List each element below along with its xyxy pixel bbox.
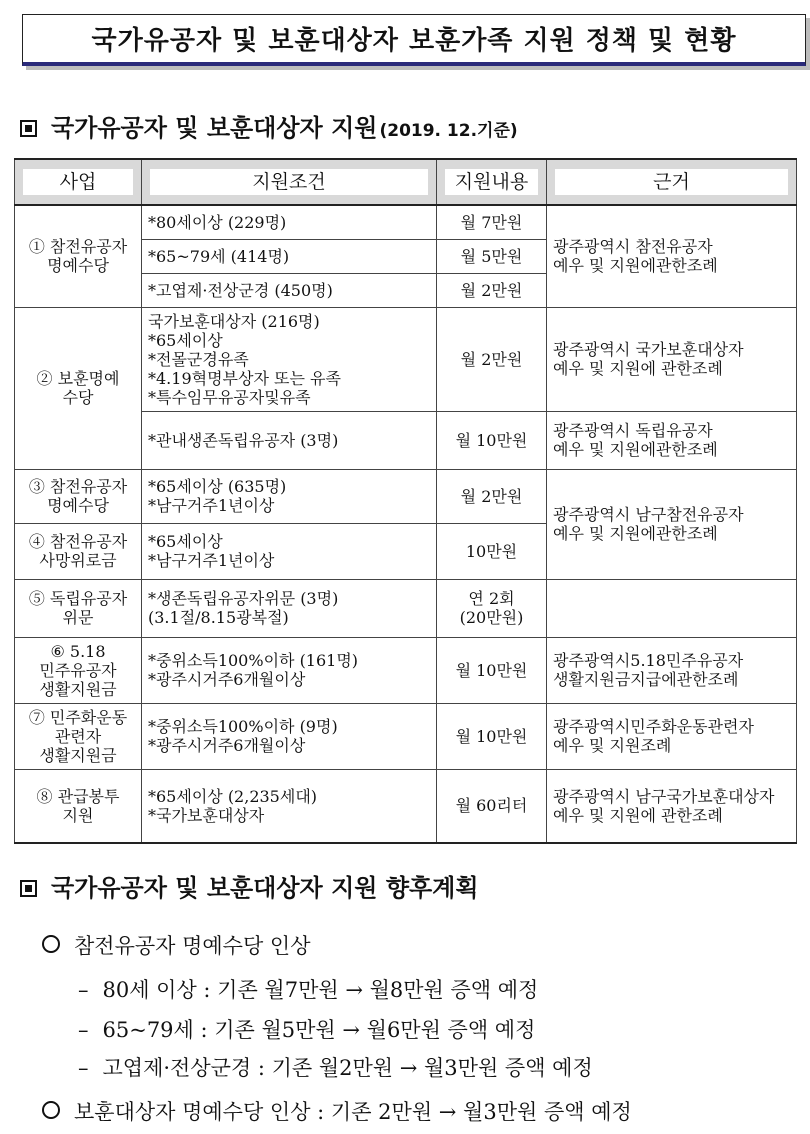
section-heading-plan	[20, 868, 479, 903]
plan-item-text: 보훈대상자 명예수당 인상 : 기존 2만원 → 월3만원 증액 예정	[74, 1100, 632, 1124]
table-row	[15, 205, 797, 239]
plan-subitem-text: 80세 이상 : 기존 월7만원 → 월8만원 증액 예정	[102, 978, 539, 1002]
basis-date: (2019. 12.기준)	[379, 121, 518, 141]
table-row	[15, 637, 797, 703]
amount-cell: 월 10만원	[437, 411, 547, 469]
plan-subitem-text: 고엽제·전상군경 : 기존 월2만원 → 월3만원 증액 예정	[102, 1056, 593, 1080]
basis-cell: 광주광역시5.18민주유공자 생활지원금지급에관한조례	[547, 637, 797, 703]
hollow-circle-bullet-icon	[42, 1101, 60, 1119]
amount-cell: 월 10만원	[437, 637, 547, 703]
condition-cell: *65~79세 (414명)	[142, 239, 437, 273]
plan-item	[42, 1096, 632, 1126]
filled-square-bullet-icon	[20, 880, 37, 897]
basis-cell: 광주광역시 남구참전유공자 예우 및 지원에관한조례	[547, 469, 797, 579]
basis-cell	[547, 579, 797, 637]
business-cell: ⑧ 관급봉투 지원	[15, 769, 142, 843]
table-header-row	[15, 159, 797, 205]
dash-bullet-icon: –	[78, 978, 89, 1002]
amount-cell: 월 60리터	[437, 769, 547, 843]
condition-cell: *65세이상 (2,235세대) *국가보훈대상자	[142, 769, 437, 843]
amount-cell: 월 10만원	[437, 703, 547, 769]
table-row	[15, 703, 797, 769]
amount-cell: 월 2만원	[437, 273, 547, 307]
condition-cell: *중위소득100%이하 (9명) *광주시거주6개월이상	[142, 703, 437, 769]
business-cell: ① 참전유공자 명예수당	[15, 205, 142, 307]
section-heading-support	[20, 108, 518, 143]
header-business: 사업	[15, 159, 142, 205]
business-cell: ⑥ 5.18 민주유공자 생활지원금	[15, 637, 142, 703]
basis-cell: 광주광역시민주화운동관련자 예우 및 지원조례	[547, 703, 797, 769]
business-cell: ⑤ 독립유공자 위문	[15, 579, 142, 637]
plan-subitem-text: 65~79세 : 기존 월5만원 → 월6만원 증액 예정	[102, 1018, 536, 1042]
header-amount: 지원내용	[437, 159, 547, 205]
hollow-circle-bullet-icon	[42, 935, 60, 953]
document-title: 국가유공자 및 보훈대상자 보훈가족 지원 정책 및 현황	[22, 14, 806, 66]
header-basis: 근거	[547, 159, 797, 205]
business-cell: ② 보훈명예 수당	[15, 307, 142, 469]
condition-cell: *생존독립유공자위문 (3명) (3.1절/8.15광복절)	[142, 579, 437, 637]
amount-cell: 월 2만원	[437, 469, 547, 523]
section-heading-text: 국가유공자 및 보훈대상자 지원 향후계획	[51, 874, 479, 902]
header-condition: 지원조건	[142, 159, 437, 205]
basis-cell: 광주광역시 남구국가보훈대상자 예우 및 지원에 관한조례	[547, 769, 797, 843]
table-row	[15, 469, 797, 523]
condition-cell: *65세이상 (635명) *남구거주1년이상	[142, 469, 437, 523]
condition-cell: *관내생존독립유공자 (3명)	[142, 411, 437, 469]
amount-cell: 월 7만원	[437, 205, 547, 239]
condition-cell: *65세이상 *남구거주1년이상	[142, 523, 437, 579]
table-row	[15, 307, 797, 411]
condition-cell: 국가보훈대상자 (216명) *65세이상 *전몰군경유족 *4.19혁명부상자 또는 유족 *특수임무유공자및유족	[142, 307, 437, 411]
filled-square-bullet-icon	[20, 120, 37, 137]
plan-subitem	[78, 974, 538, 1004]
amount-cell: 월 2만원	[437, 307, 547, 411]
table-row	[15, 579, 797, 637]
plan-item	[42, 930, 311, 960]
basis-cell: 광주광역시 참전유공자 예우 및 지원에관한조례	[547, 205, 797, 307]
condition-cell: *80세이상 (229명)	[142, 205, 437, 239]
plan-subitem	[78, 1052, 593, 1082]
amount-cell: 10만원	[437, 523, 547, 579]
business-cell: ③ 참전유공자 명예수당	[15, 469, 142, 523]
business-cell: ⑦ 민주화운동 관련자 생활지원금	[15, 703, 142, 769]
condition-cell: *고엽제·전상군경 (450명)	[142, 273, 437, 307]
amount-cell: 연 2회 (20만원)	[437, 579, 547, 637]
plan-item-text: 참전유공자 명예수당 인상	[74, 934, 311, 958]
plan-subitem	[78, 1014, 535, 1044]
table-row	[15, 769, 797, 843]
dash-bullet-icon: –	[78, 1056, 89, 1080]
dash-bullet-icon: –	[78, 1018, 89, 1042]
section-heading-text: 국가유공자 및 보훈대상자 지원	[51, 114, 378, 142]
support-table	[14, 158, 797, 844]
basis-cell: 광주광역시 국가보훈대상자 예우 및 지원에 관한조례	[547, 307, 797, 411]
amount-cell: 월 5만원	[437, 239, 547, 273]
basis-cell: 광주광역시 독립유공자 예우 및 지원에관한조례	[547, 411, 797, 469]
business-cell: ④ 참전유공자 사망위로금	[15, 523, 142, 579]
condition-cell: *중위소득100%이하 (161명) *광주시거주6개월이상	[142, 637, 437, 703]
